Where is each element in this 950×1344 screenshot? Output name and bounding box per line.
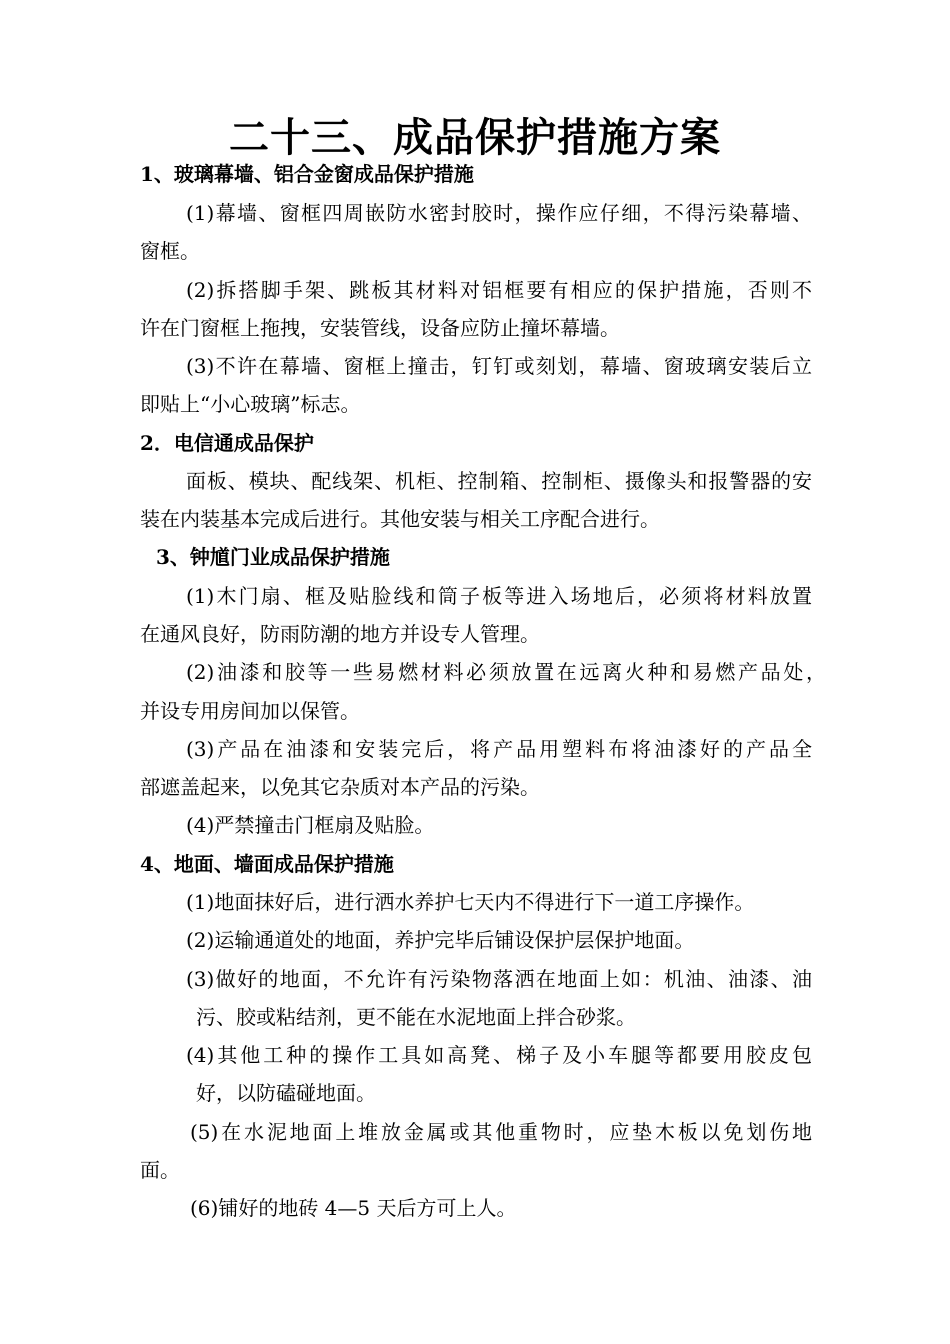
section-heading-2: 2．电信通成品保护 bbox=[140, 431, 314, 455]
paragraph-line: 即贴上“小心玻璃”标志。 bbox=[140, 392, 361, 416]
page-title: 二十三、成品保护措施方案 bbox=[229, 114, 721, 161]
paragraph-line: (2)拆搭脚手架、跳板其材料对铝框要有相应的保护措施，否则不 bbox=[186, 278, 812, 302]
paragraph-line: (4)其他工种的操作工具如高凳、梯子及小车腿等都要用胶皮包 bbox=[186, 1043, 812, 1067]
paragraph-line: 部遮盖起来，以免其它杂质对本产品的污染。 bbox=[140, 775, 540, 799]
paragraph-line: 窗框。 bbox=[140, 239, 200, 263]
paragraph-line: (3)做好的地面，不允许有污染物落洒在地面上如：机油、油漆、油 bbox=[186, 967, 812, 991]
paragraph-line: 许在门窗框上拖拽，安装管线，设备应防止撞坏幕墙。 bbox=[140, 316, 620, 340]
paragraph-line: 装在内装基本完成后进行。其他安装与相关工序配合进行。 bbox=[140, 507, 660, 531]
paragraph-line: (3)产品在油漆和安装完后，将产品用塑料布将油漆好的产品全 bbox=[186, 737, 812, 761]
section-heading-4: 4、地面、墙面成品保护措施 bbox=[140, 852, 394, 876]
section-heading-3: 3、钟馗门业成品保护措施 bbox=[156, 545, 390, 569]
paragraph-line: (5)在水泥地面上堆放金属或其他重物时，应垫木板以免划伤地 bbox=[190, 1120, 812, 1144]
paragraph-line: (1)木门扇、框及贴脸线和筒子板等进入场地后，必须将材料放置 bbox=[186, 584, 812, 608]
paragraph-line: (4)严禁撞击门框扇及贴脸。 bbox=[186, 813, 435, 837]
section-heading-1: 1、玻璃幕墙、铝合金窗成品保护措施 bbox=[140, 162, 474, 186]
paragraph-line: (1)地面抹好后，进行洒水养护七天内不得进行下一道工序操作。 bbox=[186, 890, 755, 914]
paragraph-line: 面。 bbox=[140, 1158, 180, 1182]
paragraph-line: (1)幕墙、窗框四周嵌防水密封胶时，操作应仔细，不得污染幕墙、 bbox=[186, 201, 812, 225]
paragraph-line: 在通风良好，防雨防潮的地方并设专人管理。 bbox=[140, 622, 540, 646]
paragraph-line: (2)运输通道处的地面，养护完毕后铺设保护层保护地面。 bbox=[186, 928, 695, 952]
paragraph-line: 面板、模块、配线架、机柜、控制箱、控制柜、摄像头和报警器的安 bbox=[186, 469, 812, 493]
paragraph-line: 并设专用房间加以保管。 bbox=[140, 699, 360, 723]
paragraph-line: (3)不许在幕墙、窗框上撞击，钉钉或刻划，幕墙、窗玻璃安装后立 bbox=[186, 354, 812, 378]
paragraph-line: 好，以防磕碰地面。 bbox=[196, 1081, 376, 1105]
paragraph-line: (6)铺好的地砖 4—5 天后方可上人。 bbox=[190, 1196, 517, 1220]
paragraph-line: 污、胶或粘结剂，更不能在水泥地面上拌合砂浆。 bbox=[196, 1005, 636, 1029]
paragraph-line: (2)油漆和胶等一些易燃材料必须放置在远离火种和易燃产品处， bbox=[186, 660, 826, 684]
